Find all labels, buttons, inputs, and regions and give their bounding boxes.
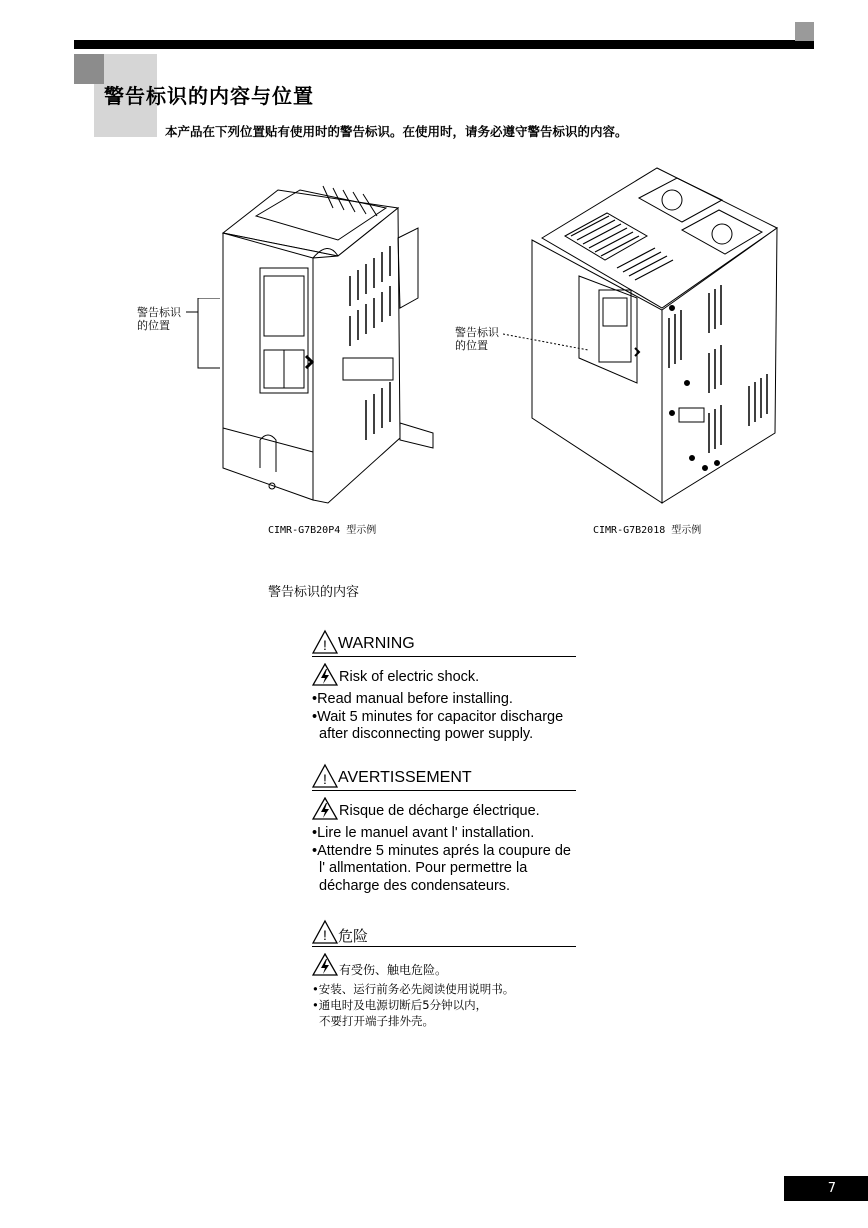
label-leader-right xyxy=(503,328,593,358)
label-position-right: 警告标识 的位置 xyxy=(455,326,499,352)
inverter-small-illustration xyxy=(218,178,450,513)
warning-heading: AVERTISSEMENT xyxy=(338,769,472,786)
caption-left: CIMR-G7B20P4 型示例 xyxy=(268,525,377,536)
svg-text:!: ! xyxy=(323,771,327,787)
warning-block-en xyxy=(312,634,576,744)
electric-shock-icon xyxy=(312,953,338,977)
warning-block-fr xyxy=(312,768,576,895)
page-number-box xyxy=(784,1176,868,1201)
caution-triangle-icon xyxy=(312,629,338,655)
caption-right: CIMR-G7B2018 型示例 xyxy=(593,525,702,536)
label-bracket-left xyxy=(186,298,220,370)
warning-line: •Lire le manuel avant l' installation. xyxy=(312,825,535,841)
warning-block-zh xyxy=(312,924,576,1029)
page-number: 7 xyxy=(827,1181,836,1196)
warning-line: •安装、运行前务必先阅读使用说明书。 xyxy=(312,982,515,996)
header-corner-square xyxy=(795,22,814,41)
warning-line: décharge des condensateurs. xyxy=(319,877,511,894)
svg-text:!: ! xyxy=(323,927,327,943)
warning-line: l' allmentation. Pour permettre la xyxy=(319,860,528,876)
section-marker-small xyxy=(74,54,104,84)
warning-heading: 危险 xyxy=(338,927,369,945)
electric-shock-icon xyxy=(312,663,338,687)
warning-line: after disconnecting power supply. xyxy=(319,726,534,742)
warning-line: •Attendre 5 minutes aprés la coupure de xyxy=(312,842,571,859)
electric-shock-icon xyxy=(312,797,338,821)
contents-heading: 警告标识的内容 xyxy=(268,585,360,600)
warning-heading: WARNING xyxy=(338,635,415,652)
svg-text:!: ! xyxy=(323,637,327,653)
section-title: 警告标识的内容与位置 xyxy=(104,84,314,108)
warning-line: •Read manual before installing. xyxy=(312,691,513,707)
section-intro: 本产品在下列位置贴有使用时的警告标识。在使用时，请务必遵守警告标识的内容。 xyxy=(165,124,628,139)
warning-line: 不要打开端子排外壳。 xyxy=(319,1014,434,1028)
caution-triangle-icon xyxy=(312,919,338,945)
warning-line: •Wait 5 minutes for capacitor discharge xyxy=(312,708,564,725)
label-position-left: 警告标识 的位置 xyxy=(137,306,181,332)
header-rule xyxy=(74,40,814,49)
shock-text: Risk of electric shock. xyxy=(339,669,480,685)
caution-triangle-icon xyxy=(312,763,338,789)
warning-line: •通电时及电源切断后5分钟以内， xyxy=(312,998,488,1012)
shock-text: 有受伤、触电危险。 xyxy=(339,963,448,977)
shock-text: Risque de décharge électrique. xyxy=(339,803,540,819)
